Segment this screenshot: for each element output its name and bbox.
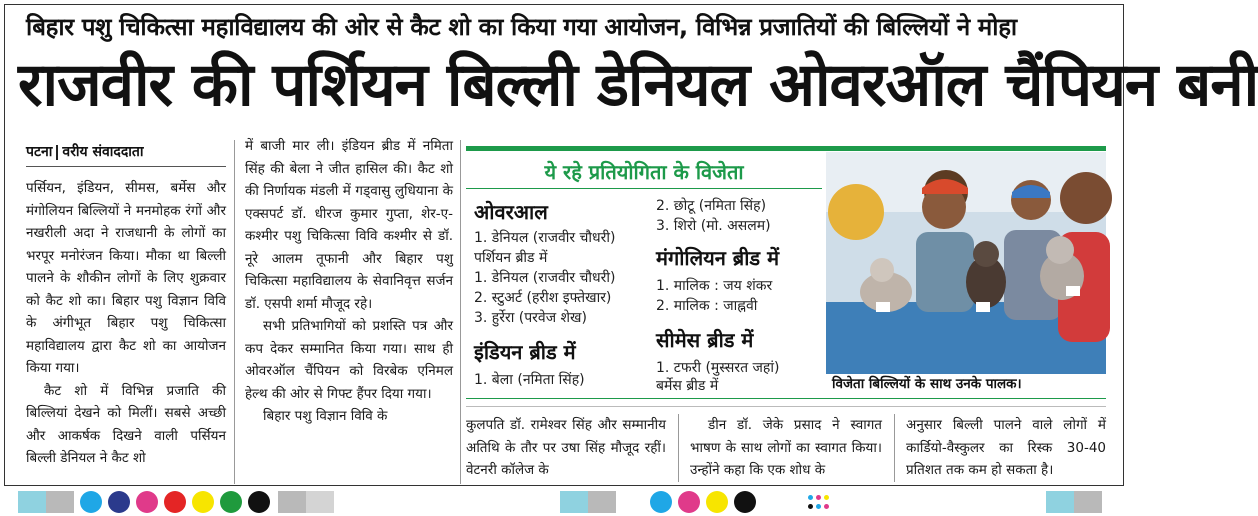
- registration-dot-magenta: [678, 491, 700, 513]
- article-column-4: [690, 414, 882, 484]
- print-registration-marks: [0, 488, 1130, 516]
- byline: [26, 142, 144, 161]
- registration-dot-yellow: [192, 491, 214, 513]
- registration-micro-dot: [808, 495, 813, 500]
- winners-overall-line: 2. स्टुअर्ट (हरीश इफ्तेखार): [474, 290, 612, 306]
- registration-dot-black: [734, 491, 756, 513]
- column-divider-1: [234, 140, 235, 484]
- lower-columns-rule: [466, 406, 1106, 407]
- winners-photo: [826, 152, 1106, 374]
- column-5-para-1: अनुसार बिल्ली पालने वाले लोगों में कार्डियो-वैस्कुलर का रिस्क 30-40 प्रतिशत तक कम हो सकता है।: [906, 417, 1106, 478]
- winners-siamese-heading: सीमेस ब्रीड में: [656, 328, 754, 352]
- registration-dot-yellow: [706, 491, 728, 513]
- registration-micro-dot: [816, 504, 821, 509]
- photo-caption: विजेता बिल्लियों के साथ उनके पालक।: [826, 374, 1106, 394]
- winners-siamese-line: 1. टफरी (मुस्सरत जहां): [656, 360, 780, 376]
- winners-box-bottom-rule: [466, 398, 1106, 399]
- registration-dot-green: [220, 491, 242, 513]
- article-column-2: [245, 135, 453, 483]
- registration-dot-blue: [108, 491, 130, 513]
- byline-rule: [26, 166, 226, 167]
- winners-box-title-rule: [466, 188, 822, 189]
- article-column-3: [466, 414, 666, 484]
- winners-persian-line: 3. शिरो (मो. असलम): [656, 218, 771, 234]
- byline-author: वरीय संवाददाता: [62, 144, 144, 160]
- article-headline: राजवीर की पर्शियन बिल्ली डेनियल ओवरऑल चैंपियन बनी: [18, 50, 1258, 120]
- winners-overall-line: 1. डेनियल (राजवीर चौधरी): [474, 230, 616, 246]
- article-column-5: [906, 414, 1106, 484]
- registration-micro-dot: [824, 504, 829, 509]
- winners-indian-heading: इंडियन ब्रीड में: [474, 340, 576, 364]
- registration-mark: [560, 491, 616, 513]
- registration-dot-black: [248, 491, 270, 513]
- column-2-para-2: सभी प्रतिभागियों को प्रशस्ति पत्र और कप देकर सम्मानित किया गया। साथ ही ओवरऑल चैंपियन को विरबेक एनिमल हेल्थ की ओर से गिफ्ट हैंपर दिया गया।: [245, 318, 453, 402]
- column-2-para-1: में बाजी मार ली। इंडियन ब्रीड में नमिता सिंह की बेला ने जीत हासिल की। कैट शो की निर्णायक मंडली में गड्वासु लुधियाना के एक्सपर्ट डॉ. धीरज कुमार गुप्ता, शेर-ए-कश्मीर पशु चिकित्सा विवि कश्मीर से डॉ. नूरे आलम तूफानी और बिहार पशु चिकित्सा महाविद्यालय के सेवानिवृत्त सर्जन डॉ. एसपी शर्मा मौजूद रहे।: [245, 138, 453, 312]
- winners-mongolian-heading: मंगोलियन ब्रीड में: [656, 246, 780, 270]
- column-2-para-3: बिहार पशु विज्ञान विवि के: [263, 408, 388, 424]
- registration-mark: [1046, 491, 1102, 513]
- registration-dot-cyan: [650, 491, 672, 513]
- registration-mark: [278, 491, 334, 513]
- column-divider-2: [460, 140, 461, 484]
- registration-micro-dot: [808, 504, 813, 509]
- column-1-para-1: पर्सियन, इंडियन, सीमस, बर्मेस और मंगोलियन बिल्लियों ने मनमोहक रंगों और नखरीली अदा ने राजधानी के लोगों का भरपूर मनोरंजन किया। मौका था बिल्ली पालने के शौकीन लोगों के लिए शुक्रवार को कैट शो का। बिहार पशु विज्ञान विवि के अंगीभूत बिहार पशु चिकित्सा महाविद्यालय द्वारा कैट शो का आयोजन किया गया।: [26, 180, 226, 376]
- winners-overall-line: पर्शियन ब्रीड में: [474, 250, 548, 266]
- registration-dot-cyan: [80, 491, 102, 513]
- winners-indian-line: 1. बेला (नमिता सिंह): [474, 372, 585, 388]
- winners-persian-line: 2. छोटू (नमिता सिंह): [656, 198, 767, 214]
- column-divider-4: [894, 414, 895, 482]
- article-kicker: बिहार पशु चिकित्सा महाविद्यालय की ओर से कैट शो का किया गया आयोजन, विभिन्न प्रजातियों की बिल्लियों ने मोहा: [26, 13, 1017, 41]
- registration-micro-dot: [824, 495, 829, 500]
- byline-separator: [56, 145, 58, 160]
- column-divider-3: [678, 414, 679, 482]
- winners-burmese-heading: बर्मेस ब्रीड में: [656, 378, 719, 394]
- column-1-para-2: कैट शो में विभिन्न प्रजाति की बिल्लियां देखने को मिलीं। सबसे अच्छी और आकर्षक दिखने वाली पर्सियन बिल्ली डेनियल ने कैट शो: [26, 382, 226, 466]
- winners-mongolian-line: 2. मालिक : जाह्नवी: [656, 298, 758, 314]
- column-3-para-1: कुलपति डॉ. रामेश्वर सिंह और सम्मानीय अतिथि के तौर पर उषा सिंह मौजूद रहीं। वेटनरी कॉलेज के: [466, 417, 666, 478]
- winners-overall-line: 1. डेनियल (राजवीर चौधरी): [474, 270, 616, 286]
- registration-mark: [18, 491, 74, 513]
- article-column-1: [26, 177, 226, 483]
- byline-place: पटना: [26, 144, 53, 160]
- column-4-para-1: डीन डॉ. जेके प्रसाद ने स्वागत भाषण के साथ लोगों का स्वागत किया। उन्होंने कहा कि एक शोध के: [690, 417, 882, 478]
- winners-photo-illustration: [826, 152, 1106, 374]
- winners-overall-heading: ओवरआल: [474, 200, 548, 224]
- registration-micro-dot: [816, 495, 821, 500]
- registration-dot-magenta: [136, 491, 158, 513]
- registration-dot-red: [164, 491, 186, 513]
- winners-mongolian-line: 1. मालिक : जय शंकर: [656, 278, 773, 294]
- winners-box-top-bar: [466, 146, 1106, 151]
- winners-box-title: ये रहे प्रतियोगिता के विजेता: [544, 160, 744, 184]
- winners-overall-line: 3. हुर्रेरा (परवेज शेख): [474, 310, 587, 326]
